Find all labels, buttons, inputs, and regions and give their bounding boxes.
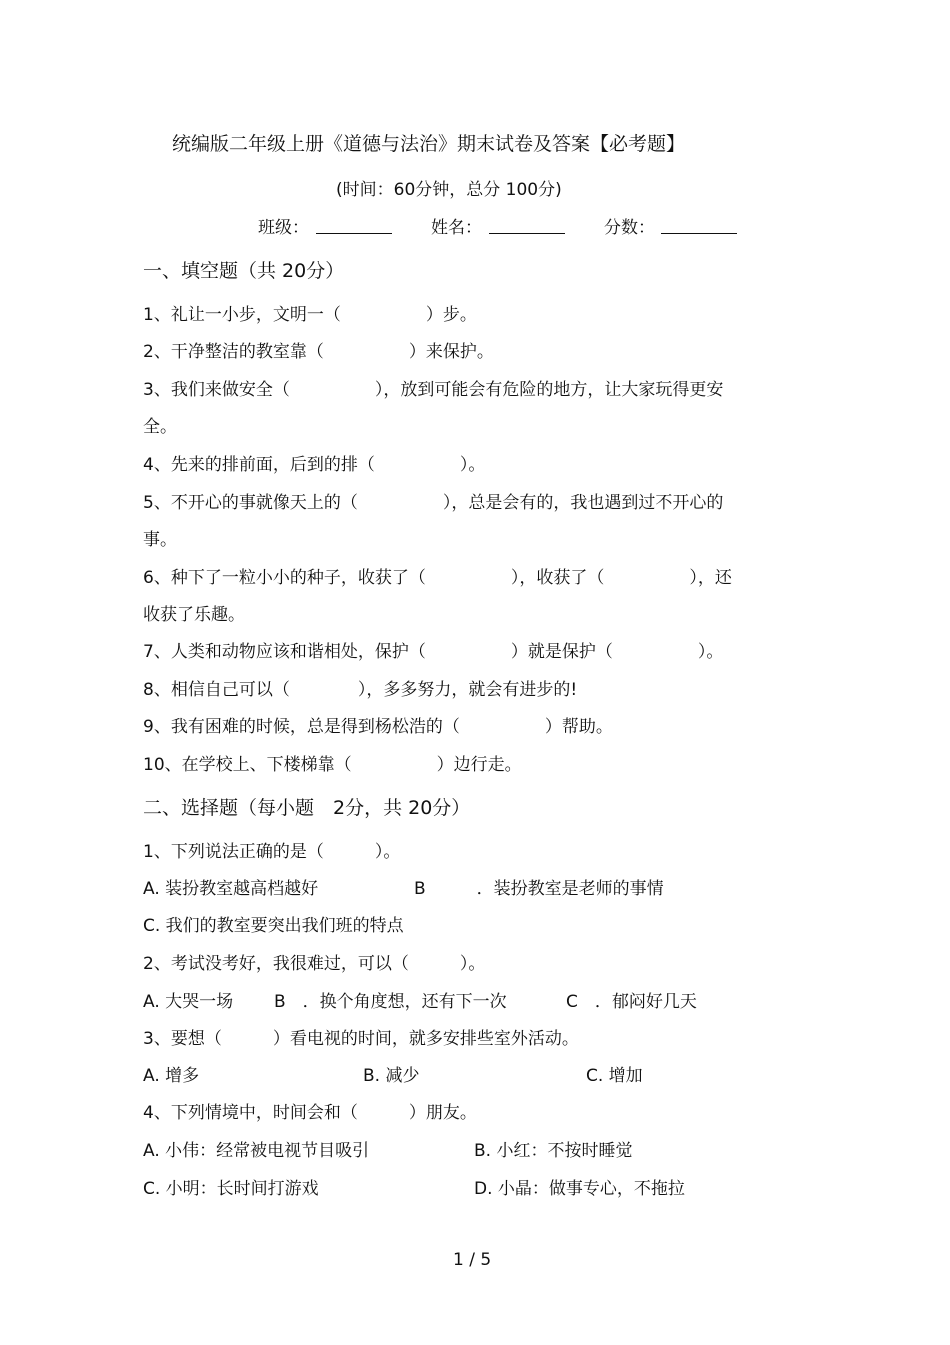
score-label: 分数：: [604, 218, 655, 238]
choice-question-4: 4、下列情境中，时间会和（ ）朋友。: [143, 1103, 477, 1123]
fill-question-3-line1: 3、我们来做安全（ ），放到可能会有危险的地方，让大家玩得更安: [143, 380, 724, 400]
exam-title: 统编版二年级上册《道德与法治》期末试卷及答案【必考题】: [172, 133, 686, 155]
choice-1-option-c: C. 我们的教室要突出我们班的特点: [143, 916, 404, 936]
fill-question-5-line1: 5、不开心的事就像天上的（ ），总是会有的，我也遇到过不开心的: [143, 493, 724, 513]
choice-1-option-a: A. 装扮教室越高档越好: [143, 879, 319, 899]
fill-question-3-line2: 全。: [143, 417, 177, 437]
choice-2-option-b: B ．换个角度想，还有下一次: [274, 992, 507, 1012]
class-label: 班级：: [258, 218, 309, 238]
fill-question-6-line1: 6、种下了一粒小小的种子，收获了（ ），收获了（ ），还: [143, 568, 732, 588]
exam-subtitle: (时间：60分钟，总分 100分): [336, 180, 562, 200]
fill-question-2: 2、干净整洁的教室靠（ ）来保护。: [143, 342, 494, 362]
fill-question-9: 9、我有困难的时候，总是得到杨松浩的（ ）帮助。: [143, 717, 613, 737]
choice-question-1: 1、下列说法正确的是（ ）。: [143, 842, 401, 862]
choice-4-option-c: C. 小明：长时间打游戏: [143, 1179, 319, 1199]
choice-question-2: 2、考试没考好，我很难过，可以（ ）。: [143, 954, 486, 974]
name-label: 姓名：: [431, 218, 482, 238]
choice-1-option-b: B ．装扮教室是老师的事情: [414, 879, 664, 899]
choice-4-option-d: D. 小晶：做事专心，不拖拉: [474, 1179, 685, 1199]
page-number: 1 / 5: [453, 1250, 492, 1270]
fill-question-10: 10、在学校上、下楼梯靠（ ）边行走。: [143, 755, 522, 775]
fill-question-5-line2: 事。: [143, 530, 177, 550]
section1-heading: 一、填空题（共 20分）: [143, 260, 345, 282]
choice-3-option-b: B. 减少: [363, 1066, 420, 1086]
section2-heading: 二、选择题（每小题 2分，共 20分）: [143, 797, 471, 819]
fill-question-7: 7、人类和动物应该和谐相处，保护（ ）就是保护（ ）。: [143, 642, 724, 662]
choice-3-option-c: C. 增加: [586, 1066, 643, 1086]
choice-4-option-b: B. 小红：不按时睡觉: [474, 1141, 633, 1161]
fill-question-6-line2: 收获了乐趣。: [143, 605, 245, 625]
score-blank[interactable]: [661, 233, 737, 234]
choice-2-option-c: C ．郁闷好几天: [566, 992, 697, 1012]
choice-4-option-a: A. 小伟：经常被电视节目吸引: [143, 1141, 370, 1161]
fill-question-1: 1、礼让一小步，文明一（ ）步。: [143, 305, 477, 325]
fill-question-4: 4、先来的排前面，后到的排（ ）。: [143, 455, 486, 475]
choice-3-option-a: A. 增多: [143, 1066, 200, 1086]
name-blank[interactable]: [489, 233, 565, 234]
choice-2-option-a: A. 大哭一场: [143, 992, 234, 1012]
choice-question-3: 3、要想（ ）看电视的时间，就多安排些室外活动。: [143, 1029, 579, 1049]
fill-question-8: 8、相信自己可以（ ），多多努力，就会有进步的!: [143, 680, 578, 700]
class-blank[interactable]: [316, 233, 392, 234]
